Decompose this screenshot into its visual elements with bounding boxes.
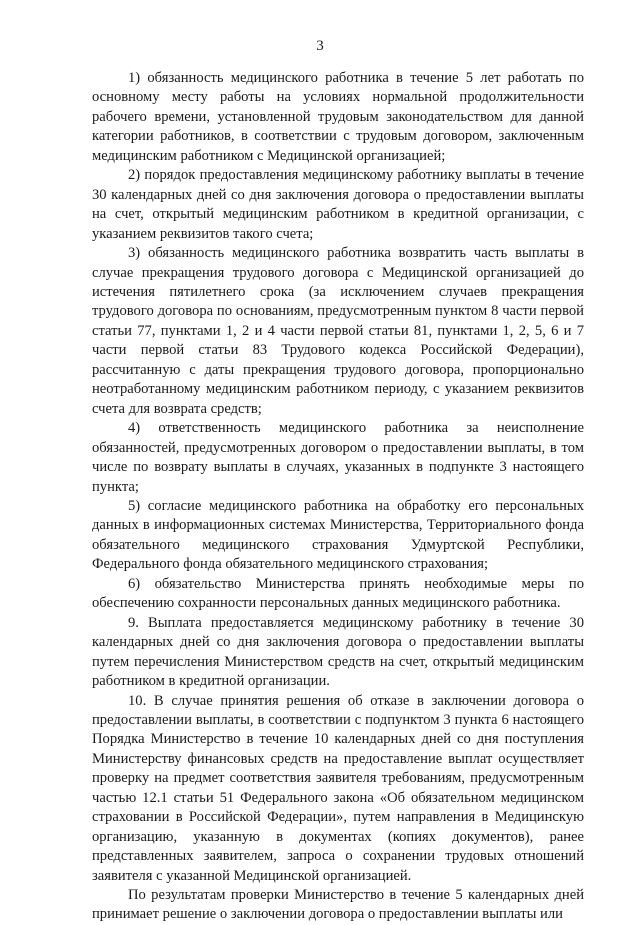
- paragraph-item-2: 2) порядок предоставления медицинскому работнику выплаты в течение 30 календарных дней со дня заключения договора о предоставлении выплаты на счет, открытый медицинским работником в кредитной организации, с указанием реквизитов такого счета;: [92, 167, 584, 242]
- page-number: 3: [316, 38, 324, 54]
- paragraph-item-5: 5) согласие медицинского работника на обработку его персональных данных в информационных системах Министерства, Территориального фонда обязательного медицинского страхования Удмуртской Республики, Федерального фонда обязательного медицинского страхования;: [92, 497, 584, 573]
- paragraph-item-4: 4) ответственность медицинского работника за неисполнение обязанностей, предусмотренных договором о предоставлении выплаты, в том числе по возврату выплаты в случаях, указанных в подпункте 3 настоящего пункта;: [92, 420, 584, 495]
- paragraph-item-3: 3) обязанность медицинского работника возвратить часть выплаты в случае прекращения трудового договора с Медицинской организацией до истечения пятилетнего срока (за исключением случаев прекращения трудового договора по основаниям, предусмотренным пунктом 8 части первой статьи 77, пунктами 1, 2 и 4 части первой статьи 81, пунктами 1, 2, 5, 6 и 7 части первой статьи 83 Трудового кодекса Российской Федерации), рассчитанную с даты прекращения трудового договора, пропорционально неотработанному медицинским работником периоду, с указанием реквизитов счета для возврата средств;: [92, 245, 584, 417]
- paragraph-item-6: 6) обязательство Министерства принять необходимые меры по обеспечению сохранности персональных данных медицинского работника.: [92, 575, 584, 612]
- document-body: [92, 69, 584, 925]
- paragraph-verification-result: По результатам проверки Министерство в течение 5 календарных дней принимает решение о заключении договора о предоставлении выплаты или: [92, 887, 584, 923]
- paragraph-point-10: 10. В случае принятия решения об отказе в заключении договора о предоставлении выплаты, в соответствии с подпунктом 3 пункта 6 настоящего Порядка Министерство в течение 10 календарных дней со дня поступления Министерству финансовых средств на предоставление выплат осуществляет проверку на предмет соответствия заявителя требованиям, предусмотренным частью 12.1 статьи 51 Федерального закона «Об обязательном медицинском страховании в Российской Федерации», путем направления в Медицинскую организацию, указанную в документах (копиях документов), ранее представленных заявителем, запроса о сохранении трудовых отношений заявителя с указанной Медицинской организацией.: [92, 692, 584, 884]
- paragraph-point-9: 9. Выплата предоставляется медицинскому работнику в течение 30 календарных дней со дня заключения договора о предоставлении выплаты путем перечисления Министерством средств на счет, открытый медицинским работником в кредитной организации.: [92, 614, 584, 690]
- paragraph-item-1: 1) обязанность медицинского работника в течение 5 лет работать по основному месту работы на условиях нормальной продолжительности рабочего времени, установленной трудовым законодательством для данной категории работников, в соответствии с трудовым договором, заключенным медицинским работником с Медицинской организацией;: [92, 70, 584, 164]
